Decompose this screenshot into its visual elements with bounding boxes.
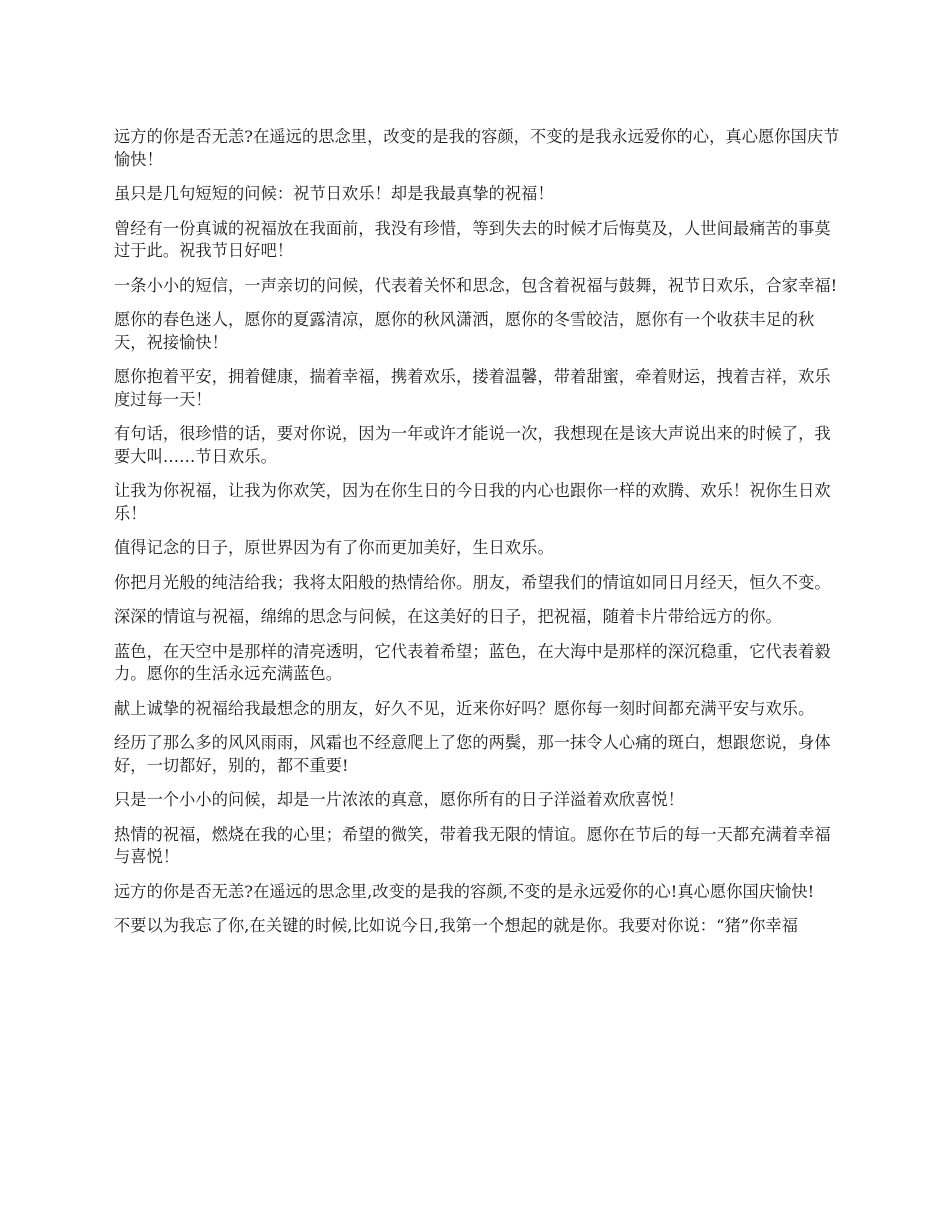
paragraph: 远方的你是否无恙?在遥远的思念里，改变的是我的容颜，不变的是我永远爱你的心，真心愿你国庆节愉快！ bbox=[114, 127, 840, 169]
paragraph: 热情的祝福，燃烧在我的心里；希望的微笑，带着我无限的情谊。愿你在节后的每一天都充满着幸福与喜悦！ bbox=[114, 824, 831, 866]
paragraph: 让我为你祝福，让我为你欢笑，因为在你生日的今日我的内心也跟你一样的欢腾、欢乐！祝你生日欢乐！ bbox=[114, 481, 831, 523]
paragraph: 你把月光般的纯洁给我；我将太阳般的热情给你。朋友，希望我们的情谊如同日月经天，恒久不变。 bbox=[114, 572, 831, 592]
document-body bbox=[114, 126, 844, 950]
paragraph: 不要以为我忘了你,在关键的时候,比如说今日,我第一个想起的就是你。我要对你说：“猪”你幸福 bbox=[114, 916, 798, 935]
paragraph: 只是一个小小的问候，却是一片浓浓的真意，愿你所有的日子洋溢着欢欣喜悦！ bbox=[114, 790, 685, 809]
paragraph: 献上诚挚的祝福给我最想念的朋友，好久不见，近来你好吗？愿你每一刻时间都充满平安与欢乐。 bbox=[114, 698, 815, 718]
paragraph: 愿你抱着平安，拥着健康，揣着幸福，携着欢乐，搂着温馨，带着甜蜜，牵着财运，拽着吉祥，欢乐度过每一天！ bbox=[114, 367, 831, 409]
paragraph: 值得记念的日子，原世界因为有了你而更加美好，生日欢乐。 bbox=[114, 538, 554, 557]
paragraph: 曾经有一份真诚的祝福放在我面前，我没有珍惜，等到失去的时候才后悔莫及，人世间最痛苦的事莫过于此。祝我节日好吧！ bbox=[114, 218, 831, 260]
paragraph: 愿你的春色迷人，愿你的夏露清凉，愿你的秋风潇洒，愿你的冬雪皎洁，愿你有一个收获丰足的秋天，祝接愉快！ bbox=[114, 310, 815, 352]
paragraph: 远方的你是否无恙?在遥远的思念里,改变的是我的容颜,不变的是永远爱你的心!真心愿你国庆愉快! bbox=[114, 881, 815, 901]
paragraph: 虽只是几句短短的问候：祝节日欢乐！却是我最真挚的祝福！ bbox=[114, 184, 554, 203]
paragraph: 深深的情谊与祝福，绵绵的思念与问候，在这美好的日子，把祝福，随着卡片带给远方的你。 bbox=[114, 607, 782, 626]
paragraph: 一条小小的短信，一声亲切的问候，代表着关怀和思念，包含着祝福与鼓舞，祝节日欢乐，合家幸福! bbox=[114, 275, 838, 295]
paragraph: 蓝色，在天空中是那样的清亮透明，它代表着希望；蓝色，在大海中是那样的深沉稳重，它代表着毅力。愿你的生活永远充满蓝色。 bbox=[114, 641, 831, 683]
paragraph: 经历了那么多的风风雨雨，风霜也不经意爬上了您的两鬓，那一抹令人心痛的斑白，想跟您说，身体好，一切都好，别的，都不重要! bbox=[114, 733, 831, 775]
paragraph: 有句话，很珍惜的话，要对你说，因为一年或许才能说一次，我想现在是该大声说出来的时候了，我要大叫……节日欢乐。 bbox=[114, 424, 831, 466]
